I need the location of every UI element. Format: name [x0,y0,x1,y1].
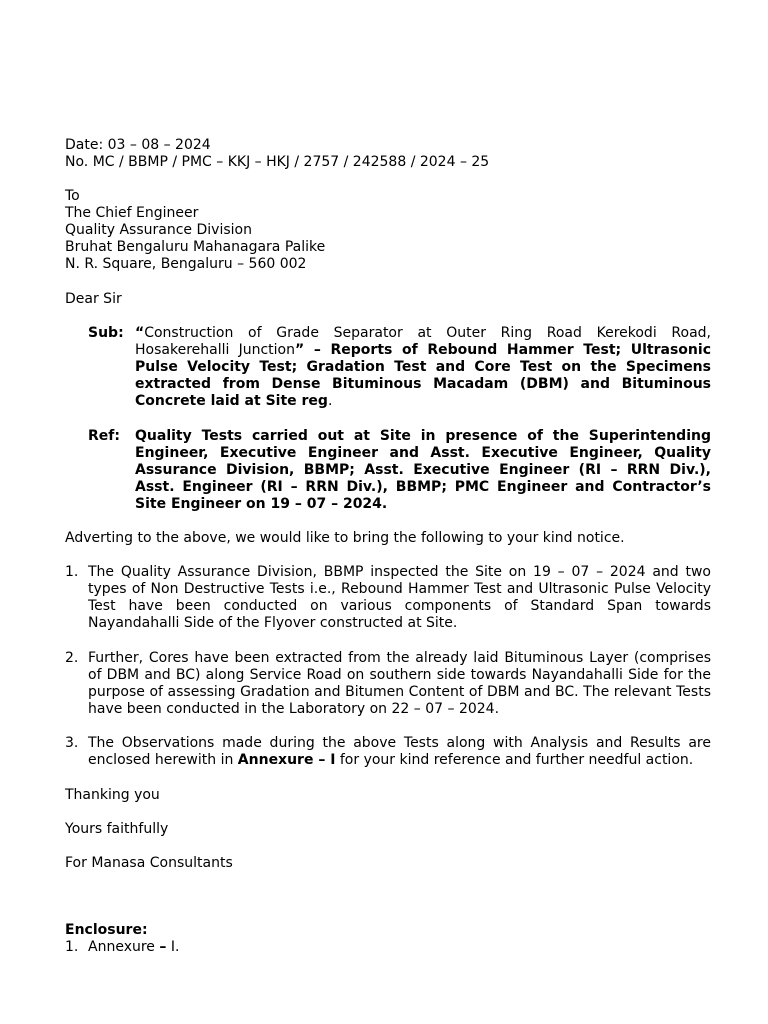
closing-yours-faithfully: Yours faithfully [65,821,169,837]
subject-end: . [327,393,333,409]
subject-text [135,325,711,410]
salutation: Dear Sir [65,291,122,307]
subject-label: Sub: [88,325,124,341]
addressee-line-2: Quality Assurance Division [65,222,252,238]
addressee-line-4: N. R. Square, Bengaluru – 560 002 [65,256,307,272]
addressee-line-1: The Chief Engineer [65,205,199,221]
closing-signatory: For Manasa Consultants [65,855,233,871]
list-item-number: 1. [65,564,79,580]
list-item-text [88,735,711,769]
reference-text: Quality Tests carried out at Site in presence of the Superintending Engineer, Executive Engineer and Asst. Executive Engineer, Quality Assurance Division, BBMP; Asst. Executive Engineer (RI – RRN Div.), Asst. Engineer (RI – RRN Div.), BBMP; PMC Engineer and Contractor’s Site Engineer on 19 – 07 – 2024. [135,428,711,512]
list-item-number: 3. [65,735,79,751]
list-item [65,735,711,769]
addressee-line-3: Bruhat Bengaluru Mahanagara Palike [65,239,326,255]
letter-date: Date: 03 – 08 – 2024 [65,137,211,153]
list-item-text-before: The Observations made during the above Tests along with Analysis and Results are enclosed herewith in [88,735,711,768]
list-item-number: 2. [65,650,79,666]
letter-reference-number: No. MC / BBMP / PMC – KKJ – HKJ / 2757 / 242588 / 2024 – 25 [65,154,490,170]
subject-project: Construction of Grade Separator at Outer Ring Road Kerekodi Road, Hosakerehalli Junction [135,325,711,358]
enclosure-item [65,939,711,956]
list-item [65,650,711,718]
subject-block [88,325,711,410]
letter-header [65,137,711,171]
list-item [65,564,711,632]
reference-block [88,428,711,513]
annexure-reference: Annexure – I [237,752,336,768]
list-item-text: Further, Cores have been extracted from the already laid Bituminous Layer (comprises of DBM and BC) along Service Road on southern side towards Nayandahalli Side for the purpose of assessing Gradation and Bitumen Content of DBM and BC. The relevant Tests have been conducted in the Laboratory on 22 – 07 – 2024. [88,650,711,717]
closing-thanks: Thanking you [65,787,160,803]
addressee-block [65,188,711,273]
subject-open-quote: “ [135,325,145,341]
enclosure-item-text: Annexure – I. [88,939,180,955]
intro-paragraph: Adverting to the above, we would like to bring the following to your kind notice. [65,530,625,546]
enclosure-heading: Enclosure: [65,922,148,938]
enclosure-item-number: 1. [65,939,79,955]
list-item-text-after: for your kind reference and further needful action. [335,752,694,768]
reference-label: Ref: [88,428,120,444]
subject-description: ” – Reports of Rebound Hammer Test; Ultrasonic Pulse Velocity Test; Gradation Test and Core Test on the Specimens extracted from Dense Bituminous Macadam (DBM) and Bituminous Concrete laid at Site reg [135,342,711,409]
addressee-to: To [65,188,80,204]
list-item-text: The Quality Assurance Division, BBMP inspected the Site on 19 – 07 – 2024 and two types of Non Destructive Tests i.e., Rebound Hammer Test and Ultrasonic Pulse Velocity Test have been conducted on various components of Standard Span towards Nayandahalli Side of the Flyover constructed at Site. [88,564,711,631]
